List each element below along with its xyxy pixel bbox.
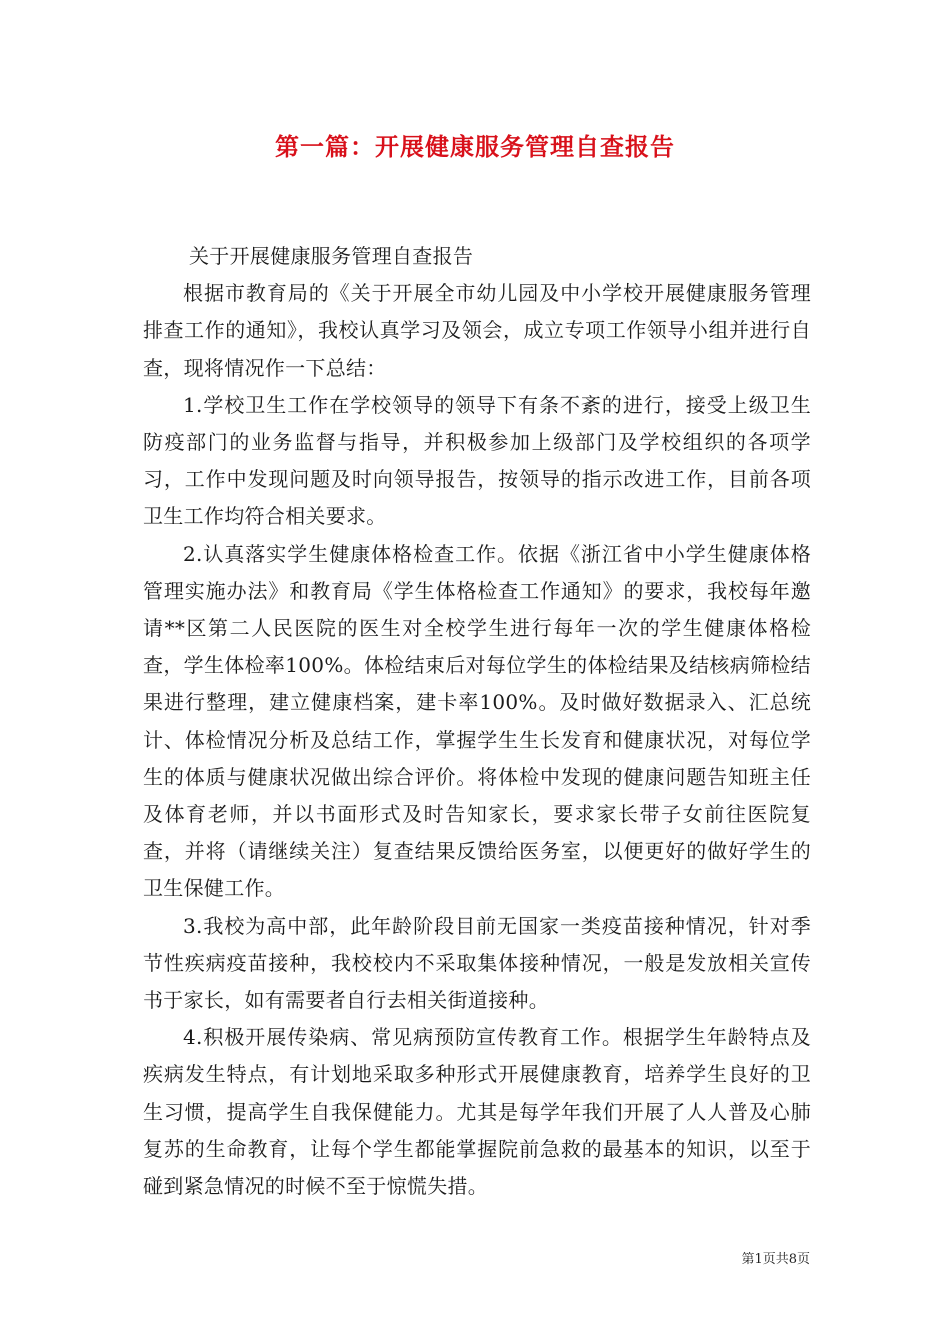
- item-4-paragraph: 4.积极开展传染病、常见病预防宣传教育工作。根据学生年龄特点及疾病发生特点，有计划地采取多种形式开展健康教育，培养学生良好的卫生习惯，提高学生自我保健能力。尤其是每学年我们开展了人人普及心肺复苏的生命教育，让每个学生都能掌握院前急救的最基本的知识，以至于碰到紧急情况的时候不至于惊慌失措。: [143, 1025, 811, 1199]
- document-title: 第一篇：开展健康服务管理自查报告: [275, 132, 675, 161]
- page-number: 第1页共8页: [741, 1252, 810, 1267]
- item-3-paragraph: 3.我校为高中部，此年龄阶段目前无国家一类疫苗接种情况，针对季节性疾病疫苗接种，我校校内不采取集体接种情况，一般是发放相关宣传书于家长，如有需要者自行去相关街道接种。: [143, 913, 811, 1013]
- document-body: [143, 238, 811, 1205]
- item-1-paragraph: 1.学校卫生工作在学校领导的领导下有条不紊的进行，接受上级卫生防疫部门的业务监督与指导，并积极参加上级部门及学校组织的各项学习，工作中发现问题及时向领导报告，按领导的指示改进工作，目前各项卫生工作均符合相关要求。: [143, 392, 811, 529]
- item-2-paragraph: 2.认真落实学生健康体格检查工作。依据《浙江省中小学生健康体格管理实施办法》和教育局《学生体格检查工作通知》的要求，我校每年邀请**区第二人民医院的医生对全校学生进行每年一次的学生健康体格检查，学生体检率100%。体检结束后对每位学生的体检结果及结核病筛检结果进行整理，建立健康档案，建卡率100%。及时做好数据录入、汇总统计、体检情况分析及总结工作，掌握学生生长发育和健康状况，对每位学生的体质与健康状况做出综合评价。将体检中发现的健康问题告知班主任及体育老师，并以书面形式及时告知家长，要求家长带子女前往医院复查，并将（请继续关注）复查结果反馈给医务室，以便更好的做好学生的卫生保健工作。: [143, 541, 811, 901]
- intro-paragraph: 根据市教育局的《关于开展全市幼儿园及中小学校开展健康服务管理排查工作的通知》，我校认真学习及领会，成立专项工作领导小组并进行自查，现将情况作一下总结：: [143, 281, 811, 380]
- report-subtitle: 关于开展健康服务管理自查报告: [189, 244, 474, 268]
